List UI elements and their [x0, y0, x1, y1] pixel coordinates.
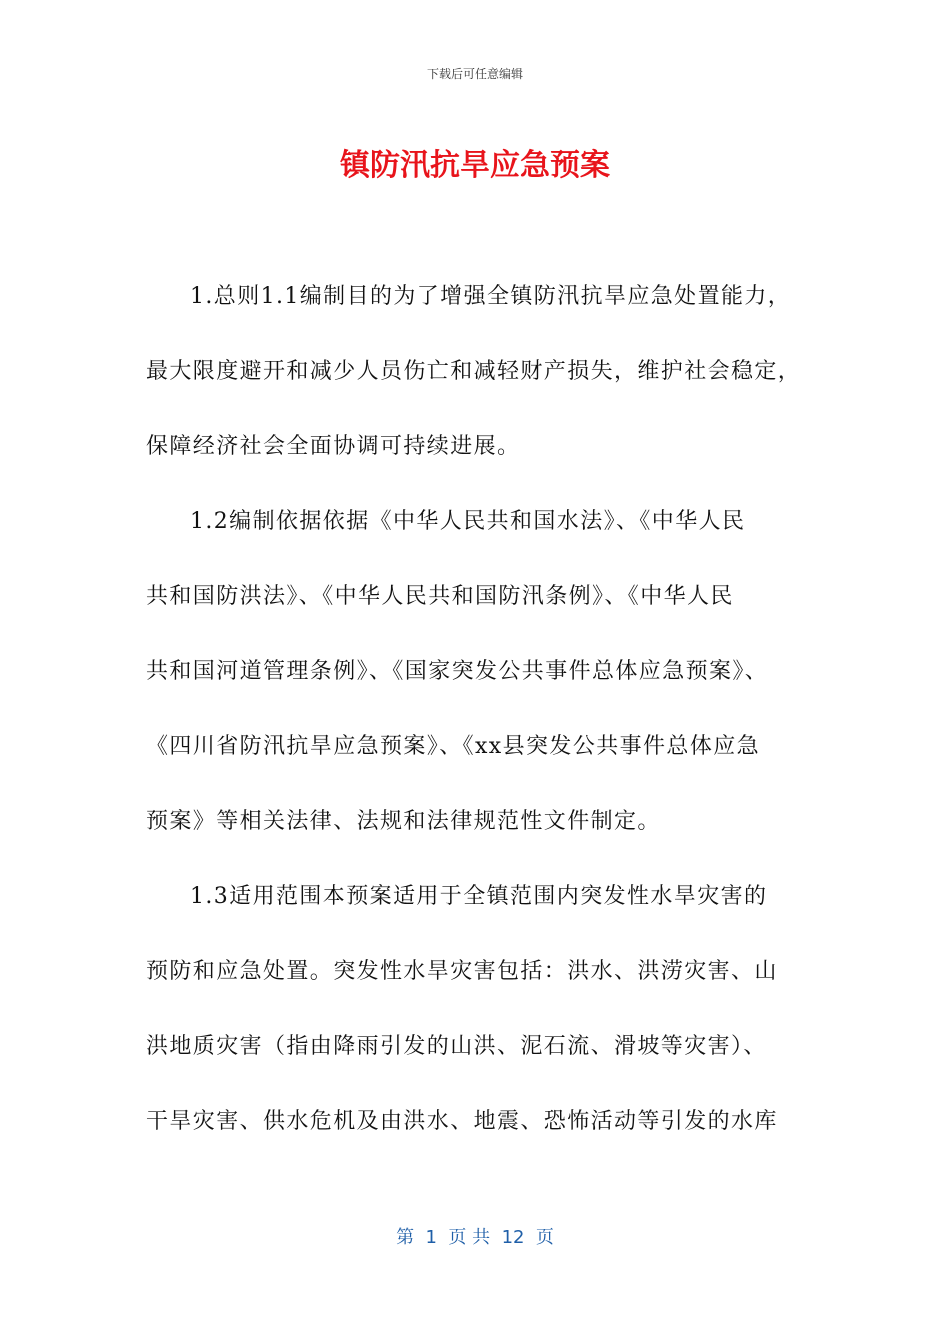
document-body: [146, 259, 814, 1159]
page-footer: 第 1 页 共 12 页: [396, 1227, 554, 1248]
header-note: 下载后可任意编辑: [426, 67, 523, 81]
paragraph-line: 《四川省防汛抗旱应急预案》、《xx县突发公共事件总体应急: [146, 734, 761, 759]
paragraph-line: 共和国防洪法》、《中华人民共和国防汛条例》、《中华人民: [146, 584, 734, 609]
paragraph-line: 1.总则1.1编制目的为了增强全镇防汛抗旱应急处置能力，: [190, 284, 792, 309]
paragraph-3: [146, 859, 814, 1159]
paragraph-line: 预案》等相关法律、法规和法律规范性文件制定。: [146, 809, 661, 834]
document-title: 镇防汛抗旱应急预案: [340, 148, 610, 183]
paragraph-line: 1.2编制依据依据《中华人民共和国水法》、《中华人民: [190, 509, 746, 534]
paragraph-line: 洪地质灾害（指由降雨引发的山洪、泥石流、滑坡等灾害）、: [146, 1034, 767, 1059]
paragraph-1: [146, 259, 814, 484]
paragraph-line: 1.3适用范围本预案适用于全镇范围内突发性水旱灾害的: [190, 884, 768, 909]
paragraph-line: 预防和应急处置。突发性水旱灾害包括：洪水、洪涝灾害、山: [146, 959, 778, 984]
paragraph-line: 干旱灾害、供水危机及由洪水、地震、恐怖活动等引发的水库: [146, 1109, 778, 1134]
paragraph-line: 共和国河道管理条例》、《国家突发公共事件总体应急预案》、: [146, 659, 769, 684]
paragraph-line: 保障经济社会全面协调可持续进展。: [146, 434, 521, 459]
paragraph-line: 最大限度避开和减少人员伤亡和减轻财产损失，维护社会稳定，: [146, 359, 802, 384]
paragraph-2: [146, 484, 814, 859]
